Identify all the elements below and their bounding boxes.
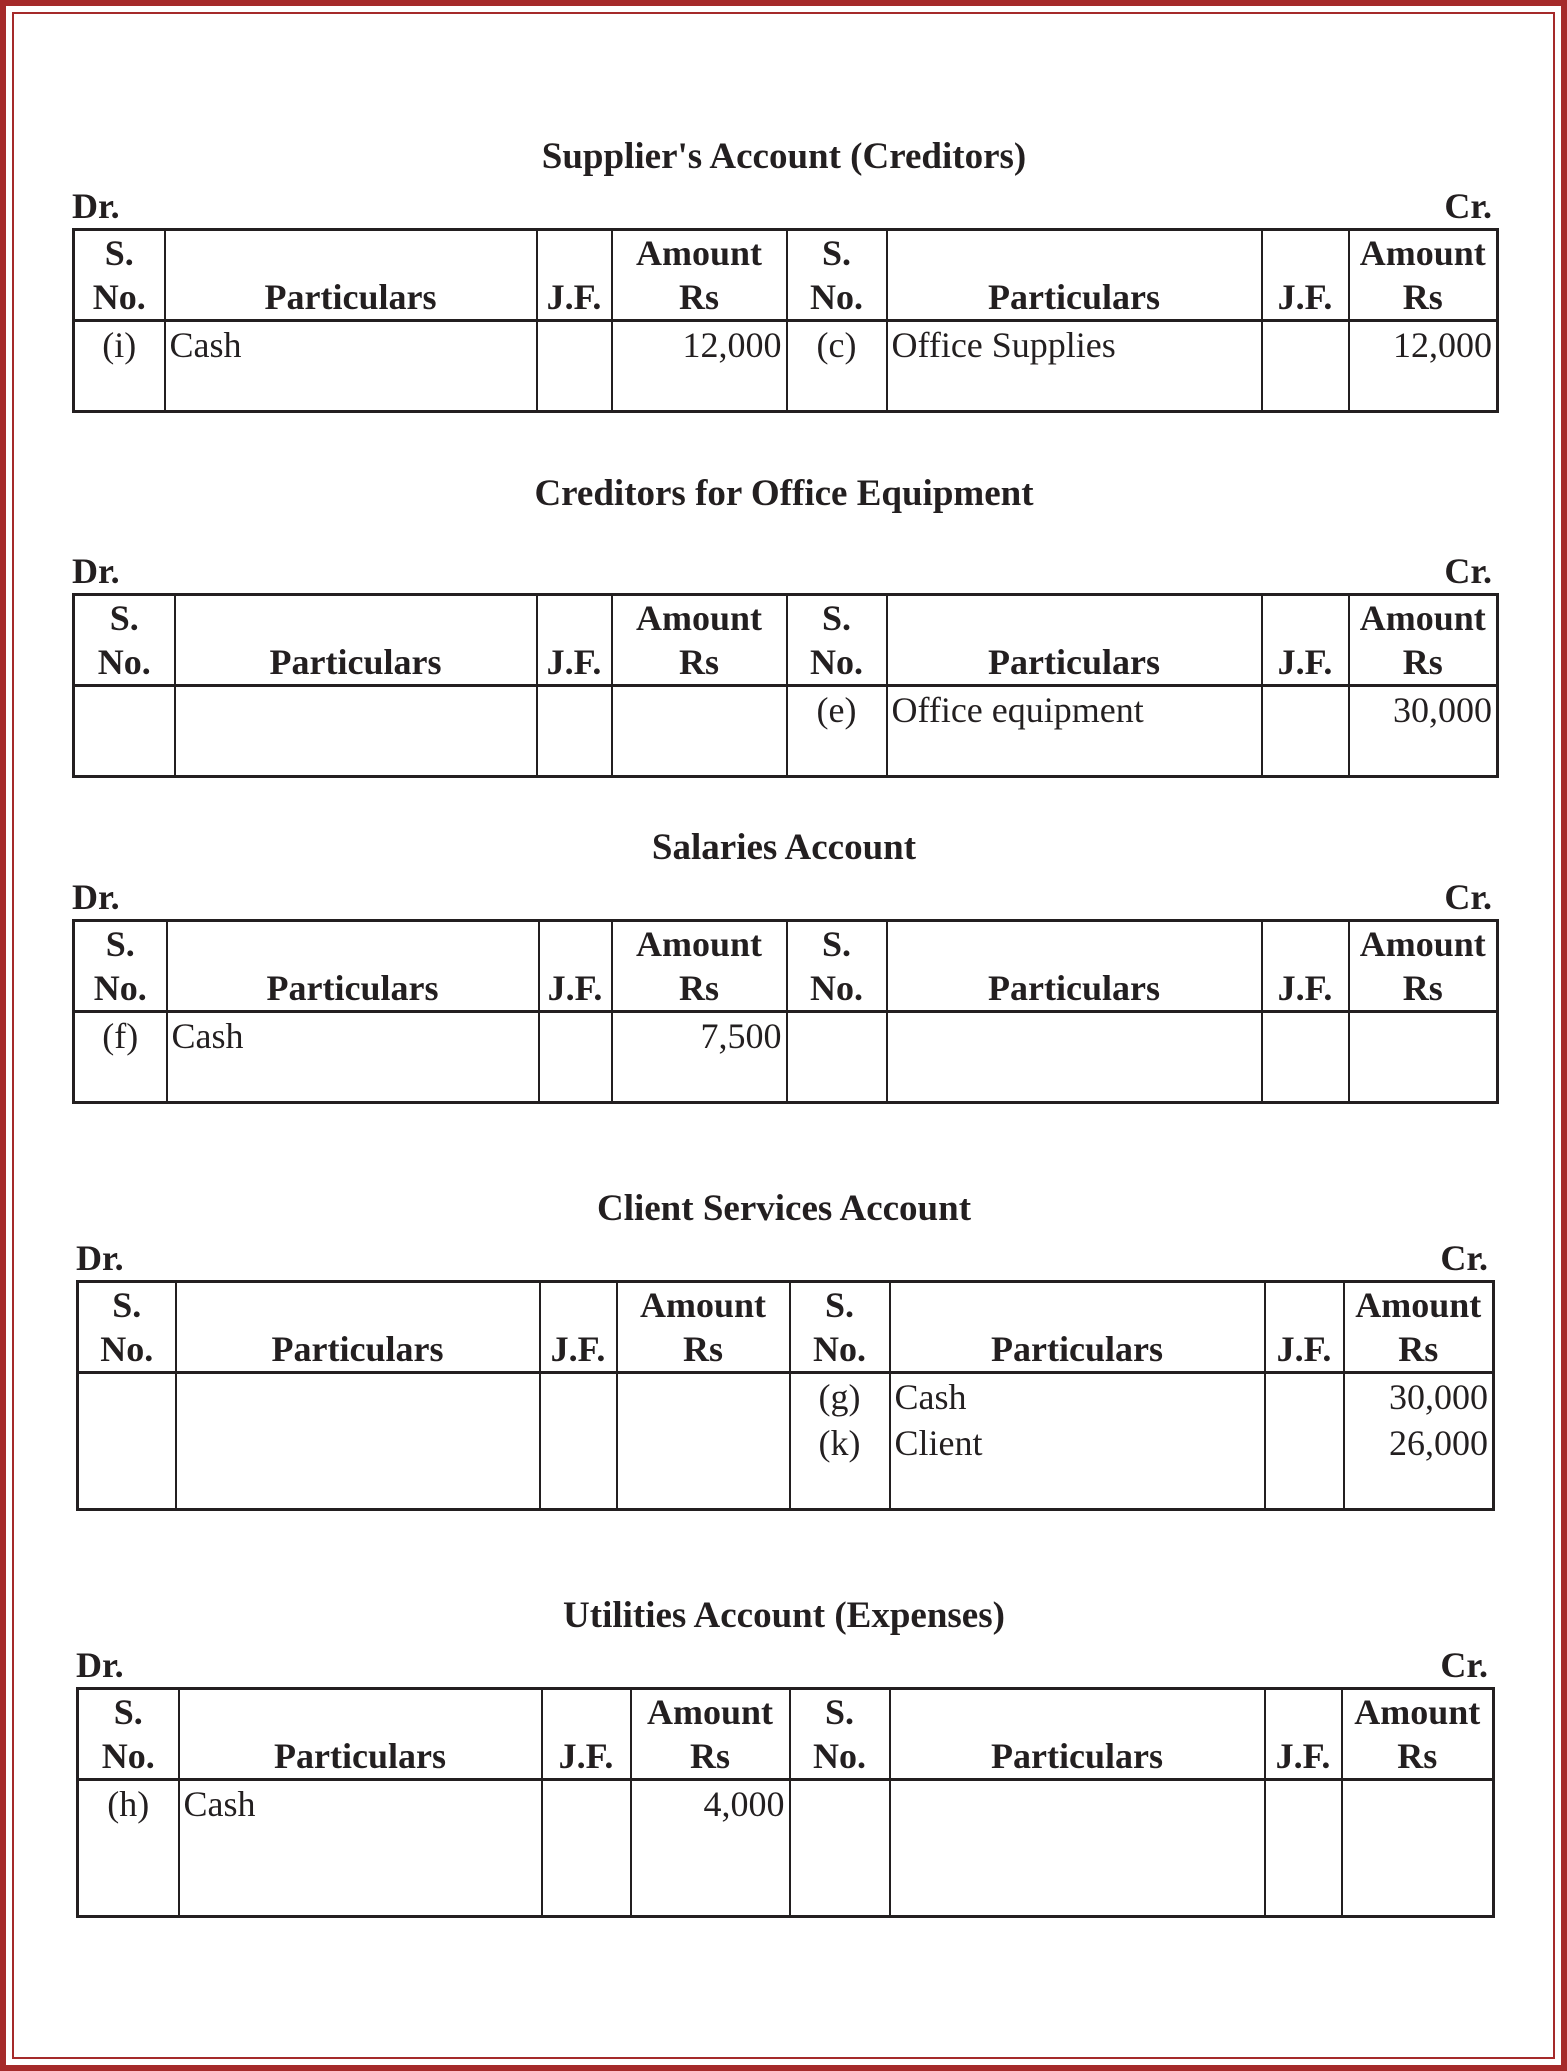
debit-jf-header: J.F. (540, 1282, 617, 1373)
credit-particulars-cell (890, 1780, 1265, 1917)
debit-sno-cell (74, 686, 175, 777)
debit-sno-cell: (i) (74, 321, 165, 412)
ledger-table (76, 1280, 1495, 1511)
ledger-title: Salaries Account (651, 827, 917, 868)
debit-jf-cell (542, 1780, 631, 1917)
debit-amount-header: Amount Rs (617, 1282, 790, 1373)
debit-label: Dr. (72, 186, 120, 226)
credit-particulars-cell: Office equipment (887, 686, 1262, 777)
debit-label: Dr. (76, 1645, 124, 1685)
credit-jf-cell (1262, 1012, 1349, 1103)
credit-amount-header: Amount Rs (1342, 1689, 1494, 1780)
debit-amount-header: Amount Rs (612, 230, 787, 321)
ledger-table (72, 228, 1499, 413)
credit-sno-cell (790, 1780, 890, 1917)
debit-jf-header: J.F. (537, 595, 612, 686)
debit-amount-cell: 12,000 (612, 321, 787, 412)
credit-sno-header: S. No. (790, 1282, 890, 1373)
credit-particulars-header: Particulars (887, 921, 1262, 1012)
debit-jf-header: J.F. (537, 230, 612, 321)
debit-sno-cell: (h) (78, 1780, 179, 1917)
credit-jf-header: J.F. (1265, 1689, 1342, 1780)
credit-sno-header: S. No. (787, 921, 887, 1012)
debit-particulars-header: Particulars (167, 921, 539, 1012)
ledger-table (72, 593, 1499, 778)
credit-jf-cell (1262, 321, 1349, 412)
debit-sno-header: S. No. (74, 921, 167, 1012)
debit-jf-cell (537, 686, 612, 777)
debit-amount-cell: 7,500 (612, 1012, 787, 1103)
debit-sno-header: S. No. (74, 595, 175, 686)
debit-sno-header: S. No. (74, 230, 165, 321)
credit-sno-header: S. No. (790, 1689, 890, 1780)
header-row (74, 230, 1498, 321)
credit-particulars-header: Particulars (887, 230, 1262, 321)
table-row (78, 1373, 1494, 1510)
credit-label: Cr. (1440, 1645, 1488, 1685)
credit-jf-cell (1262, 686, 1349, 777)
debit-jf-cell (540, 1373, 617, 1510)
credit-jf-header: J.F. (1262, 595, 1349, 686)
debit-label: Dr. (76, 1238, 124, 1278)
table-row (74, 1012, 1498, 1103)
debit-sno-header: S. No. (78, 1282, 176, 1373)
credit-particulars-cell: Cash Client (890, 1373, 1265, 1510)
debit-jf-cell (539, 1012, 612, 1103)
table-row (74, 686, 1498, 777)
debit-particulars-cell: Cash (167, 1012, 539, 1103)
credit-amount-header: Amount Rs (1349, 595, 1498, 686)
credit-sno-cell: (g) (k) (790, 1373, 890, 1510)
ledger-table (72, 919, 1499, 1104)
debit-particulars-header: Particulars (165, 230, 537, 321)
debit-particulars-header: Particulars (176, 1282, 540, 1373)
credit-jf-cell (1265, 1780, 1342, 1917)
debit-amount-cell (617, 1373, 790, 1510)
credit-sno-cell: (c) (787, 321, 887, 412)
table-row (78, 1780, 1494, 1917)
credit-amount-cell (1349, 1012, 1498, 1103)
header-row (78, 1689, 1494, 1780)
debit-particulars-cell: Cash (165, 321, 537, 412)
credit-sno-cell: (e) (787, 686, 887, 777)
debit-amount-header: Amount Rs (631, 1689, 790, 1780)
table-row (74, 321, 1498, 412)
credit-particulars-cell: Office Supplies (887, 321, 1262, 412)
debit-particulars-cell: Cash (179, 1780, 542, 1917)
credit-sno-header: S. No. (787, 595, 887, 686)
credit-particulars-header: Particulars (890, 1689, 1265, 1780)
credit-label: Cr. (1444, 551, 1492, 591)
debit-particulars-cell (175, 686, 537, 777)
credit-jf-cell (1265, 1373, 1344, 1510)
credit-amount-header: Amount Rs (1349, 230, 1498, 321)
debit-jf-cell (537, 321, 612, 412)
credit-sno-cell (787, 1012, 887, 1103)
credit-jf-header: J.F. (1262, 230, 1349, 321)
debit-sno-cell: (f) (74, 1012, 167, 1103)
ledger-table (76, 1687, 1495, 1918)
debit-amount-header: Amount Rs (612, 921, 787, 1012)
debit-particulars-cell (176, 1373, 540, 1510)
debit-amount-cell: 4,000 (631, 1780, 790, 1917)
debit-amount-header: Amount Rs (612, 595, 787, 686)
ledger-title: Utilities Account (Expenses) (563, 1595, 1005, 1636)
debit-sno-cell (78, 1373, 176, 1510)
debit-amount-cell (612, 686, 787, 777)
credit-label: Cr. (1444, 186, 1492, 226)
debit-particulars-header: Particulars (175, 595, 537, 686)
credit-amount-cell: 30,000 (1349, 686, 1498, 777)
credit-particulars-header: Particulars (887, 595, 1262, 686)
credit-label: Cr. (1444, 877, 1492, 917)
debit-particulars-header: Particulars (179, 1689, 542, 1780)
header-row (74, 595, 1498, 686)
debit-label: Dr. (72, 551, 120, 591)
debit-jf-header: J.F. (542, 1689, 631, 1780)
credit-jf-header: J.F. (1265, 1282, 1344, 1373)
credit-particulars-header: Particulars (890, 1282, 1265, 1373)
credit-amount-header: Amount Rs (1344, 1282, 1494, 1373)
ledger-title: Creditors for Office Equipment (534, 473, 1034, 514)
debit-label: Dr. (72, 877, 120, 917)
credit-amount-cell (1342, 1780, 1494, 1917)
credit-jf-header: J.F. (1262, 921, 1349, 1012)
ledger-title: Client Services Account (596, 1188, 972, 1229)
credit-label: Cr. (1440, 1238, 1488, 1278)
credit-amount-cell: 12,000 (1349, 321, 1498, 412)
ledger-title: Supplier's Account (Creditors) (541, 136, 1027, 177)
credit-amount-cell: 30,000 26,000 (1344, 1373, 1494, 1510)
credit-sno-header: S. No. (787, 230, 887, 321)
debit-jf-header: J.F. (539, 921, 612, 1012)
credit-particulars-cell (887, 1012, 1262, 1103)
credit-amount-header: Amount Rs (1349, 921, 1498, 1012)
header-row (78, 1282, 1494, 1373)
debit-sno-header: S. No. (78, 1689, 179, 1780)
header-row (74, 921, 1498, 1012)
